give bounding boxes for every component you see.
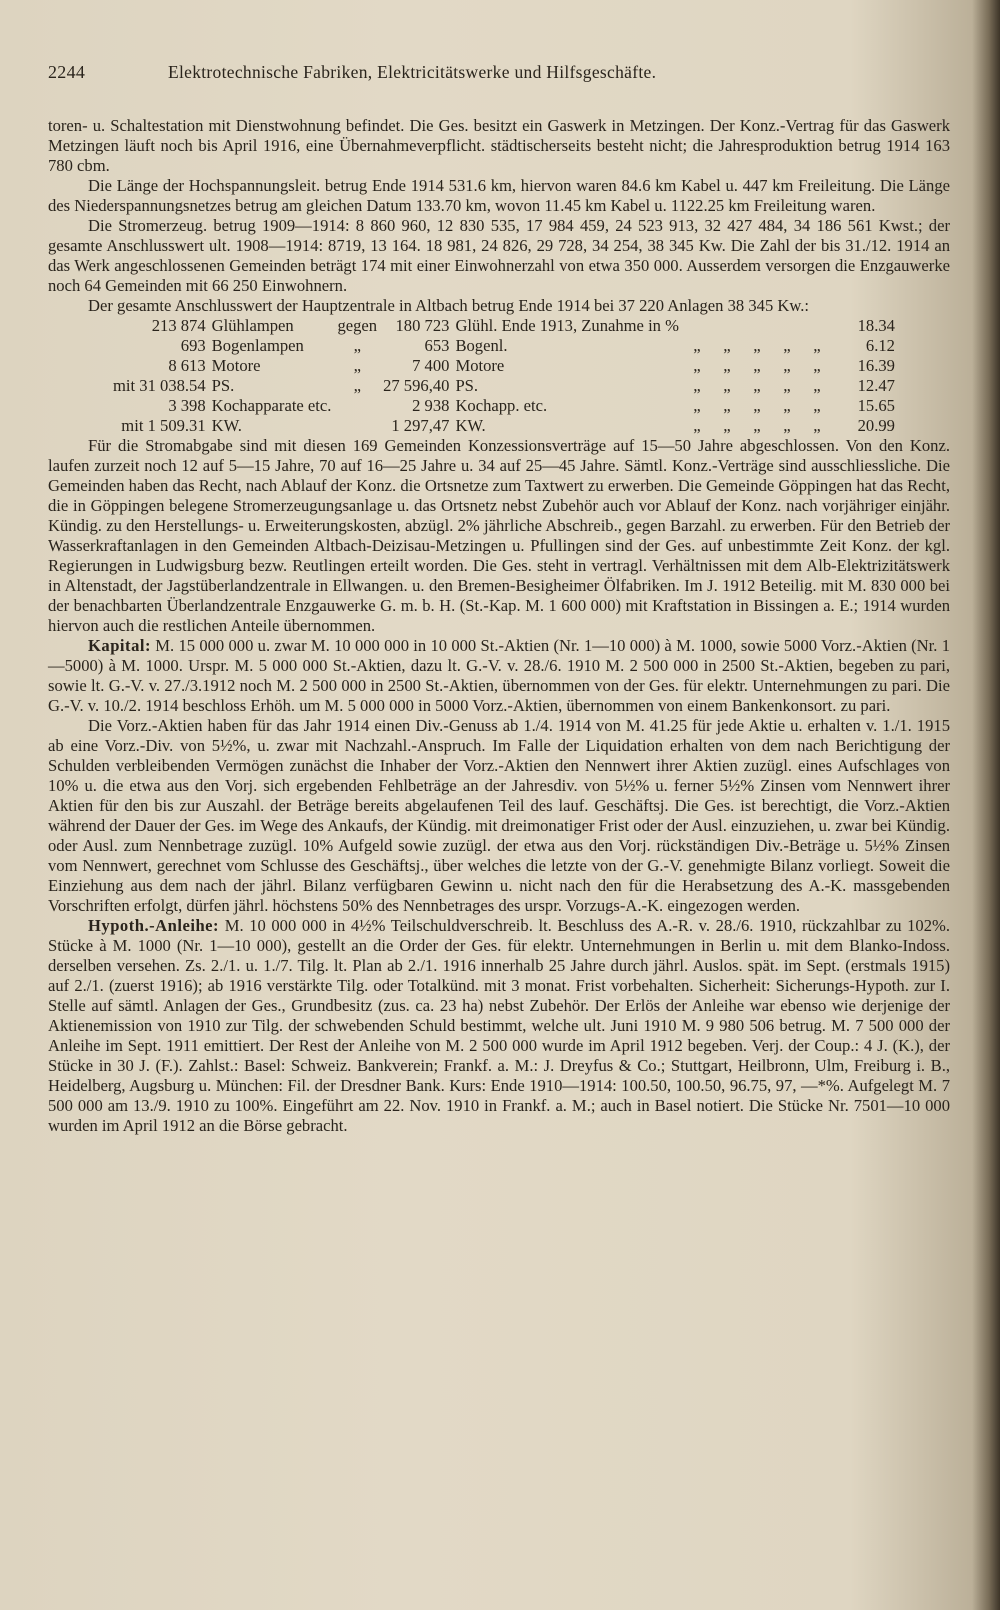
table-cell-b: Motore	[211, 356, 261, 375]
table-cell-a: 213 874	[151, 316, 206, 335]
table-cell-q4: „	[783, 336, 791, 355]
table-cell-b: KW.	[211, 416, 242, 435]
table-cell-q4	[772, 316, 802, 336]
table-cell-d: 7 400	[412, 356, 450, 375]
table-cell-e: PS.	[455, 376, 479, 395]
paragraph-stromerzeugung: Die Stromerzeug. betrug 1909—1914: 8 860 960, 12 830 535, 17 984 459, 24 523 913, 32 427 484, 34 186 561 Kwst.; der gesamte Anschlusswert ult. 1908—1914: 8719, 13 164. 18 981, 24 826, 29 728, 34 254, 38 345 Kw. Die Zahl der bis 31./12. 1914 an das Werk angeschlossenen Gemeinden beträgt 174 mit einer Einwohnerzahl von etwa 350 000. Ausserdem versorgen die Enzgauwerke noch 64 Gemeinden mit 66 250 Einwohnern.	[48, 216, 950, 295]
table-cell-q3: „	[753, 396, 761, 415]
table-cell-q4: „	[783, 396, 791, 415]
table-cell-pct: 15.65	[857, 396, 895, 415]
paragraph-kapital	[48, 636, 950, 716]
table-cell-e: KW.	[455, 416, 486, 435]
table-cell-c	[334, 396, 380, 416]
table-cell-q2: „	[723, 376, 731, 395]
table-cell-e: Bogenl.	[455, 336, 508, 355]
page-number: 2244	[48, 62, 86, 82]
table-row	[110, 316, 898, 336]
table-cell-q4: „	[783, 376, 791, 395]
table-row	[110, 396, 898, 416]
table-row	[110, 416, 898, 436]
table-cell-b: PS.	[211, 376, 235, 395]
table-row	[110, 376, 898, 396]
table-cell-d: 2 938	[412, 396, 450, 415]
table-cell-d: 1 297,47	[391, 416, 450, 435]
table-cell-c: „	[353, 336, 361, 355]
table-cell-pct: 20.99	[857, 416, 895, 435]
table-cell-q3	[742, 316, 772, 336]
table-cell-c	[334, 416, 380, 436]
table-cell-a: 693	[180, 336, 206, 355]
running-title: Elektrotechnische Fabriken, Elektricitätswerke und Hilfsgeschäfte.	[168, 62, 657, 82]
table-cell-e: Glühl. Ende 1913, Zunahme in %	[455, 316, 679, 335]
table-cell-d: 653	[424, 336, 450, 355]
table-cell-e: Kochapp. etc.	[455, 396, 548, 415]
table-cell-q3: „	[753, 356, 761, 375]
table-cell-a: 8 613	[168, 356, 206, 375]
page-header	[48, 62, 950, 92]
table-cell-q5: „	[813, 376, 821, 395]
table-cell-a: mit 1 509.31	[121, 416, 206, 435]
anleihe-text: M. 10 000 000 in 4½% Teilschuldverschreib. lt. Beschluss des A.-R. v. 28./6. 1910, rückzahlbar zu 102%. Stücke à M. 1000 (Nr. 1—10 000), gestellt an die Order der Ges. für elektr. Unternehmungen in Berlin u. mit dem Blanko-Indoss. derselben versehen. Zs. 2./1. u. 1./7. Tilg. lt. Plan ab 2./1. 1916 innerhalb 25 Jahre durch jährl. Auslos. spät. im Sept. (erstmals 1915) auf 2./1. (zuerst 1916); ab 1916 verstärkte Tilg. oder Totalkünd. mit 3 monat. Frist vorbehalten. Sicherheit: Sicherungs-Hypoth. zur I. Stelle auf sämtl. Anlagen der Ges., Grundbesitz (zus. ca. 23 ha) nebst Zubehör. Der Erlös der Anleihe war ebenso wie derjenige der Aktienemission von 1910 zur Tilg. der schwebenden Schuld bestimmt, welche ult. Juni 1910 M. 9 980 506 betrug. M. 7 500 000 der Anleihe im Sept. 1911 emittiert. Der Rest der Anleihe von M. 2 500 000 wurde im April 1912 begeben. Verj. der Coup.: 4 J. (K.), der Stücke in 30 J. (F.). Zahlst.: Basel: Schweiz. Bankverein; Frankf. a. M.: J. Dreyfus & Co.; Stuttgart, Heilbronn, Ulm, Freiburg i. B., Heidelberg, Augsburg u. München: Fil. der Dresdner Bank. Kurs: Ende 1910—1914: 100.50, 100.50, 96.75, 97, —*%. Aufgelegt M. 7 500 000 am 13./9. 1910 zu 100%. Eingeführt am 22. Nov. 1910 in Frankf. a. M.; auch in Basel notiert. Die Stücke Nr. 7501—10 000 wurden im April 1912 an die Börse gebracht.	[48, 916, 951, 1135]
paragraph-anschlusswert: Der gesamte Anschlusswert der Hauptzentrale in Altbach betrug Ende 1914 bei 37 220 Anlagen 38 345 Kw.:	[88, 296, 810, 315]
table-cell-d: 27 596,40	[383, 376, 450, 395]
table-cell-b: Bogenlampen	[211, 336, 304, 355]
paragraph-anleihe	[48, 916, 950, 1136]
table-cell-a: mit 31 038.54	[113, 376, 206, 395]
table-cell-q5: „	[813, 336, 821, 355]
book-spine-shadow	[972, 0, 1000, 1610]
table-cell-c: „	[353, 376, 361, 395]
table-cell-b: Kochapparate etc.	[211, 396, 332, 415]
table-cell-q1: „	[693, 336, 701, 355]
table-cell-q1: „	[693, 356, 701, 375]
table-cell-q3: „	[753, 416, 761, 435]
table-cell-q1: „	[693, 416, 701, 435]
anschlusswert-table	[110, 316, 898, 436]
paragraph-vorzugsaktien: Die Vorz.-Aktien haben für das Jahr 1914 einen Div.-Genuss ab 1./4. 1914 von M. 41.25 für jede Aktie u. erhalten v. 1./1. 1915 ab eine Vorz.-Div. von 5½%, u. zwar mit Nachzahl.-Anspruch. Im Falle der Liquidation erhalten von dem nach Berichtigung der Schulden verbleibenden Vermögen zunächst die Inhaber der Vorz.-Aktien den Nennwert ihrer Aktien zuzügl. eines Aufschlages von 10% u. die etwa aus den Vorj. sich ergebenden Fehlbeträge an der Jahresdiv. von 5½% u. ferner 5½% Zinsen vom Nennwert ihrer Aktien für den bis zur Auszahl. der Beträge bereits abgelaufenen Teil des lauf. Geschäftsj. Die Ges. ist berechtigt, die Vorz.-Aktien während der Dauer der Ges. im Wege des Ankaufs, der Kündig. mit dreimonatiger Frist oder der Ausl. einzuziehen, u. zwar bei Kündig. oder Ausl. zum Nennbetrage zuzügl. 10% Aufgeld sowie zuzügl. der etwa aus den Vorj. rückständigen Div.-Beträge u. 5½% Zinsen vom Nennwert, gerechnet vom Schlusse des Geschäftsj., über welches die letzte von der G.-V. genehmigte Bilanz vorliegt. Soweit die Einziehung aus dem nach der jährl. Bilanz verfügbaren Gewinn u. nicht nach den für die Herabsetzung des A.-K. massgebenden Vorschriften erfolgt, dürfen jährl. höchstens 50% des Nennbetrages des urspr. Vorzugs-A.-K. eingezogen werden.	[48, 716, 950, 915]
table-cell-c: „	[353, 356, 361, 375]
table-cell-q2: „	[723, 396, 731, 415]
table-cell-d: 180 723	[395, 316, 450, 335]
table-cell-q2	[712, 316, 742, 336]
table-cell-pct: 12.47	[857, 376, 895, 395]
kapital-label: Kapital:	[88, 636, 152, 655]
table-row	[110, 336, 898, 356]
table-cell-q2: „	[723, 356, 731, 375]
table-cell-a: 3 398	[168, 396, 206, 415]
kapital-text: M. 15 000 000 u. zwar M. 10 000 000 in 10 000 St.-Aktien (Nr. 1—10 000) à M. 1000, sowie 5000 Vorz.-Aktien (Nr. 1—5000) à M. 1000. Urspr. M. 5 000 000 St.-Aktien, dazu lt. G.-V. v. 28./6. 1910 M. 2 500 000 in 2500 St.-Aktien, begeben zu pari, sowie lt. G.-V. v. 27./3.1912 noch M. 2 500 000 in 2500 St.-Aktien, übernommen von der Ges. für elektr. Unternehmungen zu pari. Die G.-V. v. 10./2. 1914 beschloss Erhöh. um M. 5 000 000 in 5000 Vorz.-Aktien, übernommen von einem Bankenkonsort. zu pari.	[48, 636, 950, 715]
table-cell-q1: „	[693, 396, 701, 415]
table-cell-q3: „	[753, 336, 761, 355]
table-cell-q5: „	[813, 356, 821, 375]
page-content	[48, 62, 950, 1136]
table-cell-e: Motore	[455, 356, 505, 375]
table-cell-c: gegen	[337, 316, 378, 335]
table-cell-q5: „	[813, 396, 821, 415]
paragraph-konzessionen: Für die Stromabgabe sind mit diesen 169 Gemeinden Konzessionsverträge auf 15—50 Jahre abgeschlossen. Von den Konz. laufen zurzeit noch 12 auf 5—15 Jahre, 70 auf 16—25 Jahre u. 34 auf 25—45 Jahre. Sämtl. Konz.-Verträge sind ausschliessliche. Die Gemeinden haben das Recht, nach Ablauf der Konz. die Ortsnetze zum Taxtwert zu erwerben. Die Gemeinde Göppingen hat das Recht, die in Göppingen belegene Stromerzeugungsanlage u. das Ortsnetz nebst Zubehör auch vor Ablauf der Konz. nach vorjähriger einjähr. Kündig. zu den Herstellungs- u. Erweiterungskosten, abzügl. 2% jährliche Abschreib., gegen Barzahl. zu erwerben. Für den Betrieb der Wasserkraftanlagen in den Gemeinden Altbach-Deizisau-Metzingen u. Pfullingen sind der Ges. auf unbestimmte Zeit Konz. der kgl. Regierungen in Ludwigsburg bezw. Reutlingen erteilt worden. Die Ges. steht in vertragl. Verhältnissen mit dem Alb-Elektrizitätswerk in Altenstadt, der Jagstüberlandzentrale in Ellwangen. u. den Bremen-Besigheimer Ölfabriken. Im J. 1912 Beteilig. mit M. 830 000 bei der benachbarten Überlandzentrale Enzgauwerke G. m. b. H. (St.-Kap. M. 1 600 000) mit Kraftstation in Bissingen a. E.; 1914 wurden hiervon auch die restlichen Anteile übernommen.	[48, 436, 950, 635]
table-cell-q5: „	[813, 416, 821, 435]
table-cell-q2: „	[723, 336, 731, 355]
table-cell-q3: „	[753, 376, 761, 395]
anleihe-label: Hypoth.-Anleihe:	[88, 916, 220, 935]
table-cell-q4: „	[783, 416, 791, 435]
paragraph-leitungen: Die Länge der Hochspannungsleit. betrug Ende 1914 531.6 km, hiervon waren 84.6 km Kabel u. 447 km Freileitung. Die Länge des Niederspannungsnetzes betrug am gleichen Datum 133.70 km, wovon 11.45 km Kabel u. 1122.25 km Freileitung waren.	[48, 176, 950, 215]
table-cell-q5	[802, 316, 832, 336]
table-cell-q2: „	[723, 416, 731, 435]
table-cell-pct: 18.34	[857, 316, 895, 335]
table-cell-q1: „	[693, 376, 701, 395]
table-cell-pct: 6.12	[865, 336, 895, 355]
table-cell-pct: 16.39	[857, 356, 895, 375]
paragraph-gaswerk: toren- u. Schaltestation mit Dienstwohnung befindet. Die Ges. besitzt ein Gaswerk in Metzingen. Der Konz.-Vertrag für das Gaswerk Metzingen läuft noch bis April 1916, eine Übernahmeverpflicht. städtischerseits besteht nicht; die Jahresproduktion betrug 1914 163 780 cbm.	[48, 116, 950, 175]
table-cell-q1	[682, 316, 712, 336]
table-cell-b: Glühlampen	[211, 316, 294, 335]
table-row	[110, 356, 898, 376]
table-cell-q4: „	[783, 356, 791, 375]
